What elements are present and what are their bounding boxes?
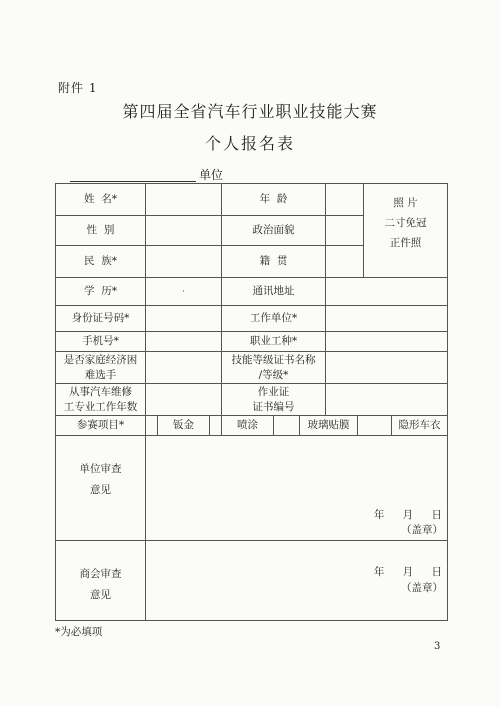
age-label: 年 龄 (222, 184, 326, 216)
unit-review-seal: （盖章） (401, 524, 444, 536)
event-checkbox-window-film[interactable] (274, 416, 300, 436)
form-subtitle: 个人报名表 (204, 134, 295, 153)
chamber-review-label: 商会审查 意见 (56, 541, 146, 621)
gender-field[interactable] (146, 216, 222, 246)
occupation-label: 职业工种* (222, 332, 326, 352)
address-field[interactable] (326, 278, 448, 306)
education-label: 学 历* (56, 278, 146, 306)
gender-label: 性 别 (56, 216, 146, 246)
chamber-review-date: 年 月 日 (373, 566, 444, 578)
unit-review-field[interactable] (146, 436, 448, 541)
unit-input-line[interactable] (70, 181, 196, 182)
poverty-label: 是否家庭经济困 难选手 (56, 352, 146, 384)
event-checkbox-ppf[interactable] (358, 416, 392, 436)
political-field[interactable] (326, 216, 364, 246)
event-painting-label: 喷涂 (222, 416, 274, 436)
employer-field[interactable] (326, 306, 448, 332)
employer-label: 工作单位* (222, 306, 326, 332)
work-years-field[interactable] (146, 384, 222, 416)
poverty-field[interactable] (146, 352, 222, 384)
events-label: 参赛项目* (56, 416, 146, 436)
name-field[interactable] (146, 184, 222, 216)
id-number-label: 身份证号码* (56, 306, 146, 332)
native-place-field[interactable] (326, 246, 364, 278)
event-checkbox-sheet-metal[interactable] (146, 416, 158, 436)
address-label: 通讯地址 (222, 278, 326, 306)
skill-cert-field[interactable] (326, 352, 448, 384)
phone-field[interactable] (146, 332, 222, 352)
chamber-review-seal: （盖章） (401, 582, 444, 594)
event-ppf-label: 隐形车衣 (392, 416, 448, 436)
photo-box[interactable] (364, 184, 448, 278)
education-field[interactable] (146, 278, 222, 306)
work-cert-label: 作业证 证书编号 (222, 384, 326, 416)
occupation-field[interactable] (326, 332, 448, 352)
event-checkbox-painting[interactable] (210, 416, 222, 436)
political-label: 政治面貌 (222, 216, 326, 246)
photo-note-type: 正件照 (389, 236, 422, 249)
unit-label: 单位 (199, 168, 224, 182)
event-sheet-metal-label: 钣金 (158, 416, 210, 436)
unit-review-label: 单位审查 意见 (56, 436, 146, 541)
registration-form (55, 183, 448, 621)
work-cert-field[interactable] (326, 384, 448, 416)
event-window-film-label: 玻璃贴膜 (300, 416, 358, 436)
attachment-label: 附件 1 (58, 81, 98, 95)
photo-label: 照 片 (393, 197, 418, 209)
name-label: 姓 名* (56, 184, 146, 216)
page-number: 3 (434, 641, 441, 652)
work-years-label: 从事汽车维修 工专业工作年数 (56, 384, 146, 416)
education-mark: · (182, 287, 185, 297)
age-field[interactable] (326, 184, 364, 216)
photo-note-size: 二寸免冠 (384, 216, 427, 229)
ethnicity-label: 民 族* (56, 246, 146, 278)
id-number-field[interactable] (146, 306, 222, 332)
ethnicity-field[interactable] (146, 246, 222, 278)
chamber-review-field[interactable] (146, 541, 448, 621)
skill-cert-label: 技能等级证书名称 /等级* (222, 352, 326, 384)
phone-label: 手机号* (56, 332, 146, 352)
required-footnote: *为必填项 (55, 626, 103, 638)
page-title: 第四届全省汽车行业职业技能大赛 (122, 102, 378, 121)
unit-review-date: 年 月 日 (373, 509, 444, 521)
native-place-label: 籍 贯 (222, 246, 326, 278)
